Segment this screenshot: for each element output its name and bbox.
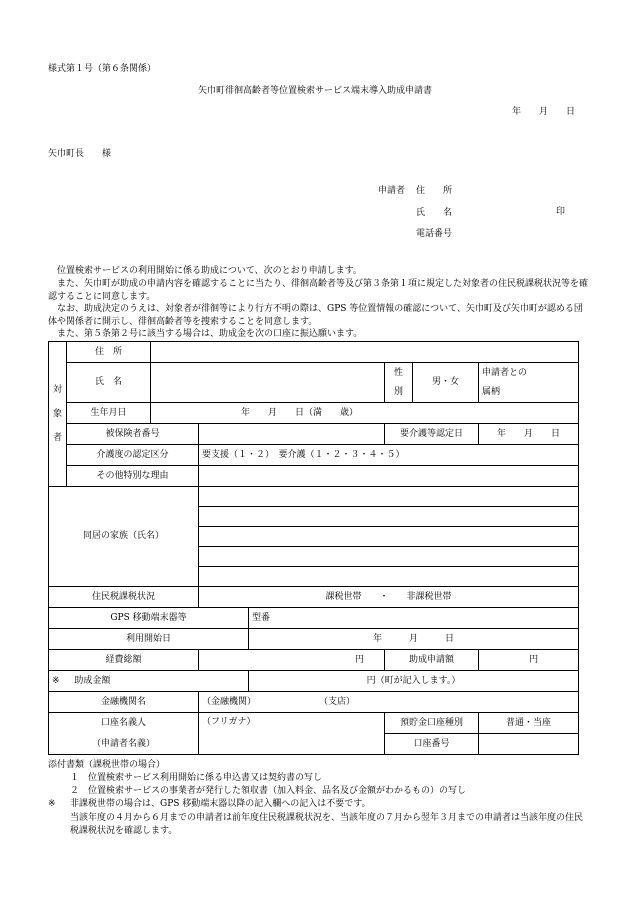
family-row-3[interactable] <box>199 527 579 547</box>
name-label: 氏 名 <box>67 363 151 403</box>
family-row-1[interactable] <box>199 487 579 507</box>
furigana-field[interactable]: （フリガナ） <box>199 713 385 755</box>
attachment-1: １ 位置検索サービス利用開始に係る申込書又は契約書の写し <box>70 773 323 783</box>
birthdate-label: 生年月日 <box>67 403 151 424</box>
special-reason-label: その他特別な理由 <box>67 466 199 487</box>
applicant-name-label: 氏 名 <box>416 208 453 218</box>
application-table <box>48 341 579 755</box>
intro-paragraph-2: また、矢巾町が助成の申請内容を確認することに当たり、徘徊高齢者等及び第３条第１項に規定した対象者の住民税課税状況等を確認することに同意します。 <box>48 279 589 302</box>
grant-note-mark: ※ <box>52 675 60 686</box>
address-label: 住 所 <box>67 342 151 363</box>
grant-request-yen[interactable]: 円 <box>479 650 579 671</box>
addressee: 矢巾町長 様 <box>48 149 112 159</box>
sex-label <box>385 363 413 403</box>
relation-label <box>479 363 579 403</box>
insured-number-field[interactable] <box>199 424 385 445</box>
family-row-4[interactable] <box>199 547 579 567</box>
insured-number-label: 被保険者番号 <box>67 424 199 445</box>
special-reason-field[interactable] <box>199 466 579 487</box>
intro-paragraph-1: 位置検索サービスの利用開始に係る助成について、次のとおり申請します。 <box>48 266 362 276</box>
applicant-address-label: 住 所 <box>416 186 453 196</box>
family-row-2[interactable] <box>199 507 579 527</box>
holder-label: 口座名義人 <box>49 713 199 734</box>
account-number-label: 口座番号 <box>385 734 479 755</box>
form-number: 様式第１号（第６条関係） <box>48 64 157 74</box>
subject-char: 象 <box>52 409 62 419</box>
total-cost-yen[interactable]: 円 <box>199 650 385 671</box>
date-line: 年 月 日 <box>512 107 576 117</box>
account-number-field[interactable] <box>479 734 579 755</box>
family-label: 同居の家族（氏名） <box>49 487 199 587</box>
subject-char: 者 <box>52 433 62 443</box>
model-label: 型番 <box>252 612 271 623</box>
note-mark: ※ <box>48 799 56 809</box>
address-field[interactable] <box>151 342 579 363</box>
attachment-2: ２ 位置検索サービスの事業者が発行した領収書（加入料金、品名及び金額がわかるもの）の写し <box>70 786 467 796</box>
sex-label-line1: 性 <box>393 368 403 379</box>
care-cert-date-value[interactable]: 年 月 日 <box>479 424 579 445</box>
subject-char: 対 <box>52 385 62 395</box>
seal-mark: 印 <box>556 207 566 217</box>
bank-name-label: 金融機関名 <box>49 692 199 713</box>
birthdate-value[interactable]: 年 月 日（満 歳） <box>151 403 579 424</box>
account-type-value[interactable]: 普通・当座 <box>479 713 579 734</box>
attachments-title: 添付書類（課税世帯の場合） <box>48 760 166 770</box>
grant-request-label: 助成申請額 <box>385 650 479 671</box>
note-2: 当該年度の４月から６月までの申請者は前年度住民税課税状況を、当該年度の７月から翌年３月までの申請者は当該年度の住民税課税状況を確認します。 <box>70 813 584 836</box>
name-field[interactable] <box>151 363 385 403</box>
care-level-label: 介護度の認定区分 <box>67 445 199 466</box>
start-date-value[interactable]: 年 月 日 <box>249 629 579 650</box>
sex-options[interactable]: 男・女 <box>413 363 479 403</box>
sex-label-line2: 別 <box>393 386 403 397</box>
holder-sub-label: （申請者名義） <box>49 734 199 755</box>
total-cost-label: 経費総額 <box>49 650 199 671</box>
subject-label <box>49 342 67 487</box>
care-level-value[interactable]: 要支援（１・２） 要介護（１・２・３・４・５） <box>199 445 579 466</box>
family-row-5[interactable] <box>199 567 579 587</box>
relation-label-line2: 属柄 <box>482 386 501 397</box>
account-type-label: 預貯金口座種別 <box>385 713 479 734</box>
applicant-role-label: 申請者 <box>378 186 406 196</box>
intro-paragraph-4: また、第５条第２号に該当する場合は、助成金を次の口座に振込願います。 <box>48 329 363 339</box>
gps-device-label: GPS 移動端末器等 <box>49 608 249 629</box>
applicant-phone-label: 電話番号 <box>416 229 453 239</box>
form-title: 矢巾町徘徊高齢者等位置検索サービス端末導入助成申請書 <box>197 86 432 96</box>
tax-status-label: 住民税課税状況 <box>49 587 199 608</box>
model-field[interactable] <box>249 608 579 629</box>
start-date-label: 利用開始日 <box>49 629 249 650</box>
grant-amount-text: 助成金額 <box>74 675 111 686</box>
relation-label-line1: 申請者との <box>482 368 528 379</box>
grant-amount-value: 円（町が記入します。） <box>249 671 579 692</box>
intro-paragraph-3: なお、助成決定のうえは、対象者が徘徊等により行方不明の際は、GPS 等位置情報の確認について、矢巾町及び矢巾町が認める団体や関係者に開示し、徘徊高齢者等を捜索することを同意します。 <box>48 304 583 327</box>
grant-amount-label <box>49 671 249 692</box>
care-cert-date-label: 要介護等認定日 <box>385 424 479 445</box>
tax-status-options[interactable]: 課税世帯 ・ 非課税世帯 <box>199 587 579 608</box>
note-1: 非課税世帯の場合は、GPS 移動端末器以降の記入欄への記入は不要です。 <box>70 799 371 809</box>
bank-name-field[interactable]: （金融機関） （支店） <box>199 692 579 713</box>
